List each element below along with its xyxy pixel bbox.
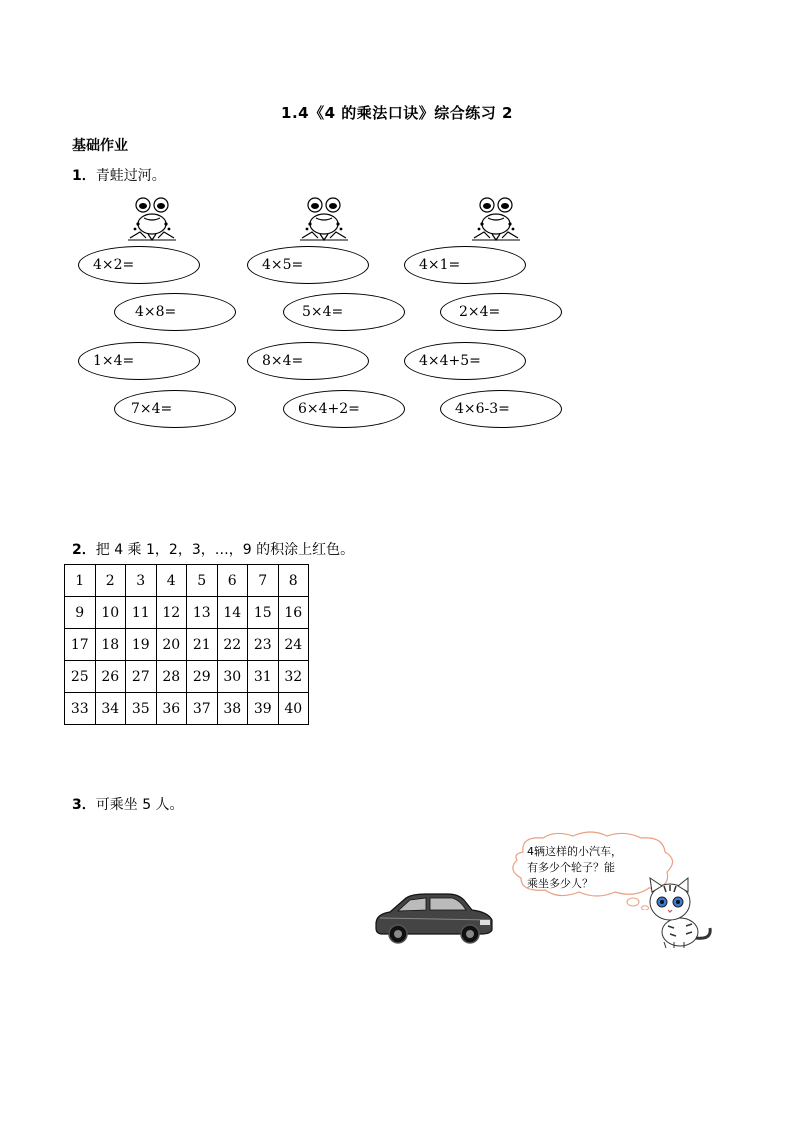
grid-cell[interactable]: 39 <box>248 693 279 725</box>
grid-cell[interactable]: 28 <box>156 661 187 693</box>
grid-row <box>65 565 309 597</box>
question-2-text: 把 4 乘 1，2，3，…，9 的积涂上红色。 <box>95 542 355 558</box>
grid-cell[interactable]: 21 <box>187 629 218 661</box>
question-1-text: 青蛙过河。 <box>95 168 166 184</box>
grid-cell[interactable]: 3 <box>126 565 157 597</box>
grid-cell[interactable]: 26 <box>95 661 126 693</box>
question-2-number: 2． <box>72 542 96 558</box>
grid-row <box>65 661 309 693</box>
page-title: 1.4《4 的乘法口诀》综合练习 2 <box>281 104 513 122</box>
question-3 <box>72 794 184 814</box>
question-3-number: 3． <box>72 797 96 813</box>
grid-cell[interactable]: 36 <box>156 693 187 725</box>
grid-cell[interactable]: 9 <box>65 597 96 629</box>
question-1-number: 1． <box>72 168 96 184</box>
grid-cell[interactable]: 40 <box>278 693 309 725</box>
grid-cell[interactable]: 6 <box>217 565 248 597</box>
expression-oval[interactable]: 5×4= <box>283 293 405 331</box>
thought-bubble-text <box>527 844 657 892</box>
grid-cell[interactable]: 11 <box>126 597 157 629</box>
grid-cell[interactable]: 31 <box>248 661 279 693</box>
grid-cell[interactable]: 33 <box>65 693 96 725</box>
bubble-line-1: 4辆这样的小汽车， <box>527 845 622 858</box>
grid-row <box>65 693 309 725</box>
expression-oval[interactable]: 2×4= <box>440 293 562 331</box>
grid-row <box>65 629 309 661</box>
grid-cell[interactable]: 22 <box>217 629 248 661</box>
grid-cell[interactable]: 12 <box>156 597 187 629</box>
grid-cell[interactable]: 19 <box>126 629 157 661</box>
section-heading: 基础作业 <box>72 138 128 154</box>
grid-cell[interactable]: 23 <box>248 629 279 661</box>
expression-oval[interactable]: 1×4= <box>78 342 200 380</box>
grid-cell[interactable]: 29 <box>187 661 218 693</box>
expression-oval[interactable]: 4×6-3= <box>440 390 562 428</box>
grid-cell[interactable]: 2 <box>95 565 126 597</box>
grid-cell[interactable]: 4 <box>156 565 187 597</box>
grid-cell[interactable]: 27 <box>126 661 157 693</box>
question-3-text: 可乘坐 5 人。 <box>95 797 184 813</box>
bubble-line-2: 有多少个轮子？能 <box>527 861 615 874</box>
frog-icon <box>470 194 522 242</box>
grid-cell[interactable]: 32 <box>278 661 309 693</box>
expression-oval[interactable]: 4×2= <box>78 246 200 284</box>
grid-cell[interactable]: 24 <box>278 629 309 661</box>
grid-cell[interactable]: 5 <box>187 565 218 597</box>
grid-cell[interactable]: 34 <box>95 693 126 725</box>
expression-oval[interactable]: 8×4= <box>247 342 369 380</box>
grid-cell[interactable]: 16 <box>278 597 309 629</box>
grid-cell[interactable]: 37 <box>187 693 218 725</box>
expression-oval[interactable]: 7×4= <box>114 390 236 428</box>
expression-oval[interactable]: 4×1= <box>404 246 526 284</box>
frog-icon <box>126 194 178 242</box>
grid-cell[interactable]: 38 <box>217 693 248 725</box>
grid-cell[interactable]: 35 <box>126 693 157 725</box>
grid-cell[interactable]: 14 <box>217 597 248 629</box>
number-grid <box>64 564 309 725</box>
grid-cell[interactable]: 7 <box>248 565 279 597</box>
question-1 <box>72 165 166 185</box>
grid-cell[interactable]: 18 <box>95 629 126 661</box>
grid-cell[interactable]: 8 <box>278 565 309 597</box>
bubble-line-3: 乘坐多少人？ <box>527 877 593 890</box>
grid-cell[interactable]: 25 <box>65 661 96 693</box>
car-icon <box>372 890 496 948</box>
expression-oval[interactable]: 4×8= <box>114 293 236 331</box>
expression-oval[interactable]: 4×4+5= <box>404 342 526 380</box>
grid-cell[interactable]: 17 <box>65 629 96 661</box>
expression-oval[interactable]: 6×4+2= <box>283 390 405 428</box>
grid-cell[interactable]: 15 <box>248 597 279 629</box>
grid-cell[interactable]: 13 <box>187 597 218 629</box>
frog-icon <box>298 194 350 242</box>
grid-cell[interactable]: 1 <box>65 565 96 597</box>
grid-cell[interactable]: 30 <box>217 661 248 693</box>
grid-row <box>65 597 309 629</box>
grid-cell[interactable]: 10 <box>95 597 126 629</box>
question-2 <box>72 539 354 559</box>
expression-oval[interactable]: 4×5= <box>247 246 369 284</box>
cat-icon <box>640 876 716 950</box>
grid-cell[interactable]: 20 <box>156 629 187 661</box>
